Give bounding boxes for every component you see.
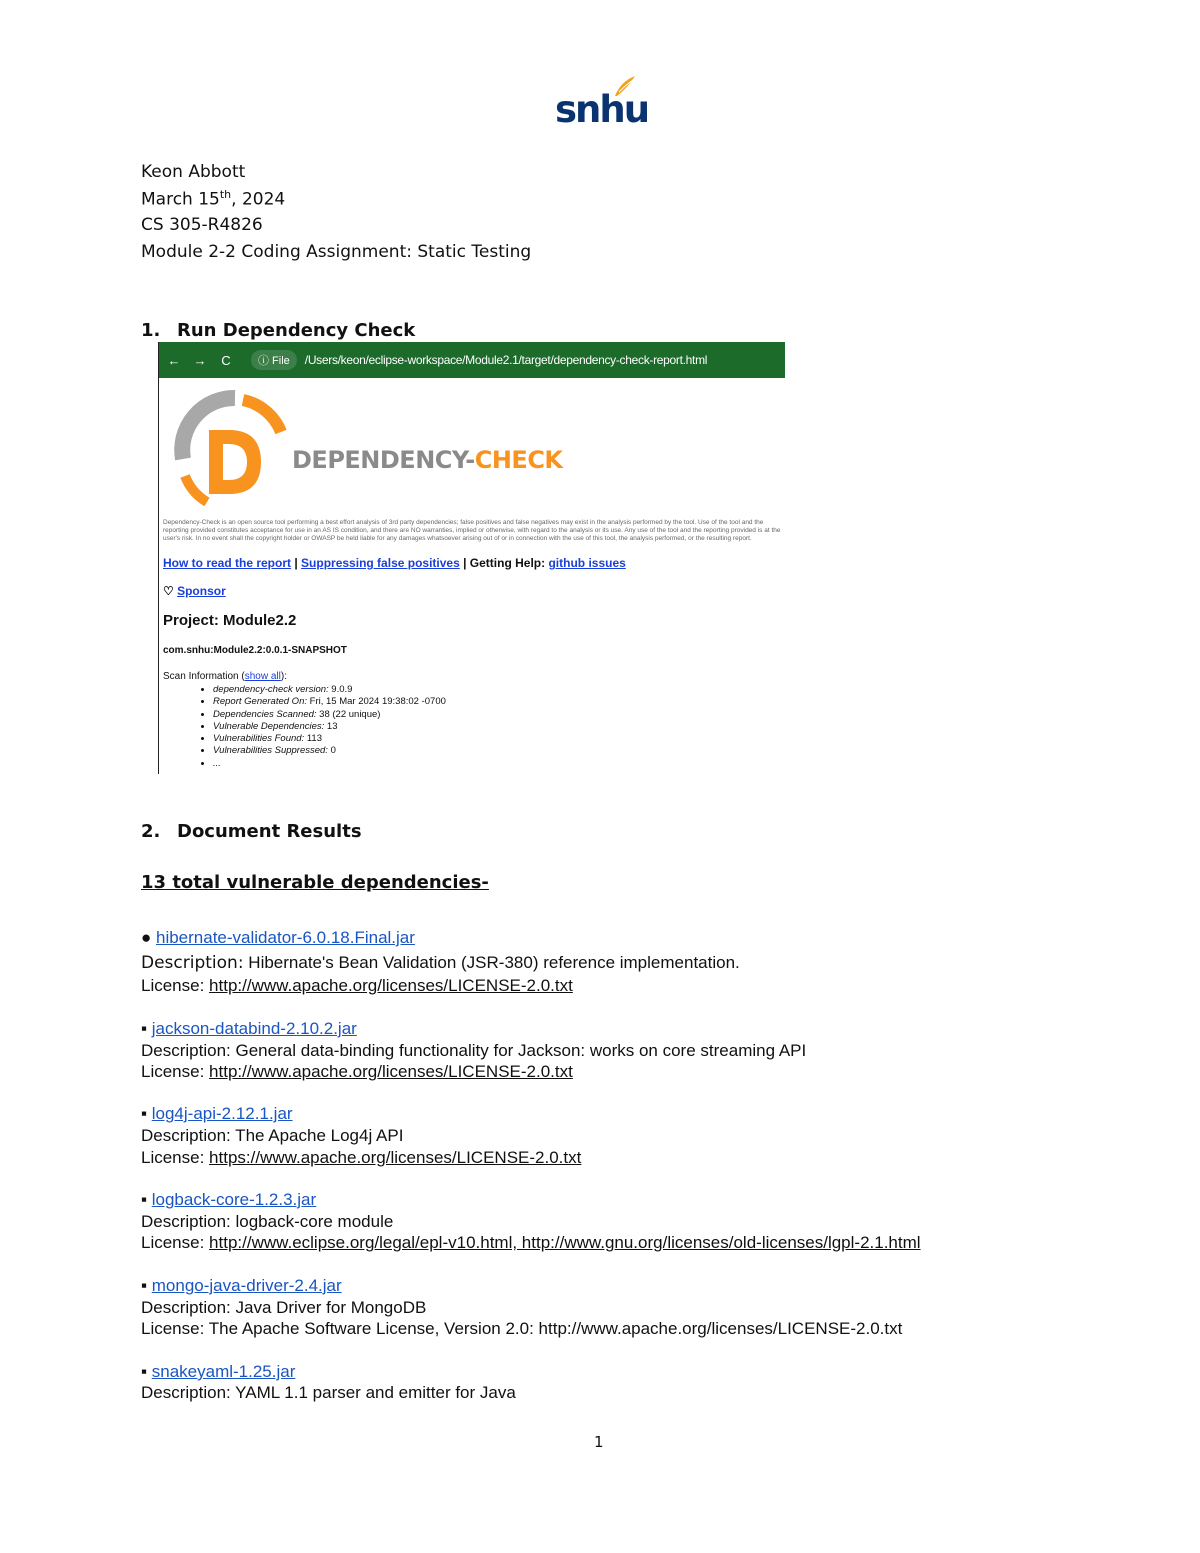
license-label: License: <box>141 976 210 995</box>
section-2-heading <box>141 821 362 842</box>
bullet: ▪ <box>141 1104 152 1123</box>
dependency-link[interactable]: snakeyaml-1.25.jar <box>151 1362 296 1381</box>
description-label: Description: <box>141 953 244 973</box>
dependency-check-brand <box>292 446 563 474</box>
dependency-description <box>141 1383 516 1403</box>
dependency-link[interactable]: log4j-api-2.12.1.jar <box>151 1104 293 1123</box>
date-suffix: , 2024 <box>231 189 286 210</box>
license-label: License: <box>141 1319 209 1338</box>
scan-close: ): <box>280 671 287 682</box>
description-label: Description: <box>141 1126 231 1145</box>
dependency-check-logo-icon <box>163 384 291 512</box>
snhu-logo <box>555 74 649 132</box>
section-1-number: 1. <box>141 320 161 341</box>
section-1-title: Run Dependency Check <box>177 320 416 341</box>
description-label: Description: <box>141 1298 231 1317</box>
dependency-link[interactable]: jackson-databind-2.10.2.jar <box>151 1019 357 1038</box>
description-label: Description: <box>141 1383 231 1402</box>
description-text: logback-core module <box>230 1212 394 1231</box>
dependency-license <box>141 1062 573 1082</box>
show-all-link[interactable]: show all <box>244 671 281 682</box>
description-text: Java Driver for MongoDB <box>230 1298 427 1317</box>
brand-part-2: CHECK <box>474 446 563 474</box>
reload-icon[interactable]: C <box>221 352 231 368</box>
description-label: Description: <box>141 1212 231 1231</box>
list-item: • Report Generated On: Fri, 15 Mar 2024 19:38:02 -0700 <box>213 696 446 708</box>
description-text: The Apache Log4j API <box>230 1126 404 1145</box>
bullet: ▪ <box>141 1362 152 1381</box>
dependency-check-screenshot <box>158 342 785 774</box>
description-label: Description: <box>141 1041 231 1060</box>
scan-information <box>163 671 287 682</box>
github-issues-link[interactable]: github issues <box>548 556 626 570</box>
author-name: Keon Abbott <box>141 162 246 182</box>
link-separator: | <box>291 556 302 570</box>
bullet: ▪ <box>141 1276 152 1295</box>
flame-leaf-icon <box>613 74 637 98</box>
list-item: • Dependencies Scanned: 38 (22 unique) <box>213 709 446 721</box>
scan-info-list <box>201 684 446 770</box>
bullet: ● <box>141 928 156 947</box>
how-to-read-link[interactable]: How to read the report <box>163 556 292 570</box>
dependency-description <box>141 1298 426 1318</box>
license-label: License: <box>141 1233 210 1252</box>
file-badge: ⓘ File <box>251 350 297 370</box>
section-2-number: 2. <box>141 821 161 842</box>
scan-label: Scan Information ( <box>163 671 245 682</box>
course-code: CS 305-R4826 <box>141 215 263 235</box>
dependency-description <box>141 1041 806 1061</box>
list-item: • dependency-check version: 9.0.9 <box>213 684 446 696</box>
logo-wordmark: snhu <box>555 88 649 131</box>
description-text: General data-binding functionality for Jackson: works on core streaming API <box>230 1041 807 1060</box>
getting-help-label: | Getting Help: <box>459 556 549 570</box>
report-help-links <box>163 556 626 570</box>
project-title: Project: Module2.2 <box>163 612 297 629</box>
page-number: 1 <box>594 1433 604 1451</box>
dependency-license <box>141 976 573 996</box>
brand-part-1: DEPENDENCY- <box>292 446 475 474</box>
list-item: • Vulnerabilities Found: 113 <box>213 733 446 745</box>
license-text: The Apache Software License, Version 2.0: http://www.apache.org/licenses/LICENSE-2.0.txt <box>208 1319 903 1338</box>
heart-icon: ♡ <box>163 584 178 598</box>
section-2-title: Document Results <box>177 821 362 842</box>
license-label: License: <box>141 1148 210 1167</box>
dependency-description <box>141 1126 403 1146</box>
assignment-title: Module 2-2 Coding Assignment: Static Testing <box>141 242 532 262</box>
dependency-name-row <box>141 1190 316 1210</box>
dependency-description <box>141 953 740 973</box>
back-arrow-icon[interactable]: ← <box>167 352 181 368</box>
suppressing-false-positives-link[interactable]: Suppressing false positives <box>301 556 460 570</box>
dependency-name-row <box>141 928 415 948</box>
date-prefix: March 15 <box>141 189 220 210</box>
license-label: License: <box>141 1062 210 1081</box>
dependency-link[interactable]: logback-core-1.2.3.jar <box>151 1190 317 1209</box>
dependency-name-row <box>141 1104 293 1124</box>
dependency-name-row <box>141 1362 295 1382</box>
bullet: ▪ <box>141 1190 152 1209</box>
list-item: • Vulnerabilities Suppressed: 0 <box>213 745 446 757</box>
sponsor-link[interactable]: Sponsor <box>177 584 226 598</box>
vulnerable-deps-subheading: 13 total vulnerable dependencies- <box>141 872 489 893</box>
license-link[interactable]: http://www.apache.org/licenses/LICENSE-2.0.txt <box>209 976 573 995</box>
sponsor-row <box>163 584 226 598</box>
license-link[interactable]: http://www.eclipse.org/legal/epl-v10.html, http://www.gnu.org/licenses/old-licenses/lgpl-2.1.html <box>209 1233 921 1252</box>
dependency-license <box>141 1233 921 1253</box>
license-link[interactable]: https://www.apache.org/licenses/LICENSE-2.0.txt <box>209 1148 582 1167</box>
date-line <box>141 188 285 210</box>
dependency-license <box>141 1148 581 1168</box>
license-link[interactable]: http://www.apache.org/licenses/LICENSE-2.0.txt <box>209 1062 573 1081</box>
forward-arrow-icon[interactable]: → <box>193 352 207 368</box>
bullet: ▪ <box>141 1019 152 1038</box>
dependency-name-row <box>141 1276 342 1296</box>
description-text: YAML 1.1 parser and emitter for Java <box>230 1383 516 1402</box>
list-item: • Vulnerable Dependencies: 13 <box>213 721 446 733</box>
dependency-description <box>141 1212 393 1232</box>
section-1-heading <box>141 320 415 341</box>
project-coordinates: com.snhu:Module2.2:0.0.1-SNAPSHOT <box>163 645 347 656</box>
browser-toolbar <box>159 342 785 378</box>
description-text: Hibernate's Bean Validation (JSR-380) reference implementation. <box>243 953 740 972</box>
disclaimer-text: Dependency-Check is an open source tool performing a best effort analysis of 3rd party dependencies; false positives and false negatives may exist in the analysis performed by the tool. Use of the tool and the reporting provided constitutes acceptance for use in an AS IS condition, and there are NO warranties, implied or otherwise, with regard to the analysis or its use. Any use of the tool and the reporting provided is at the user's risk. In no event shall the copyright holder or OWASP be held liable for any damages whatsoever arising out of or in connection with the use of this tool, the analysis performed, or the resulting report. <box>163 519 781 542</box>
address-bar[interactable]: /Users/keon/eclipse-workspace/Module2.1/target/dependency-check-report.html <box>304 353 708 367</box>
dependency-name-row <box>141 1019 357 1039</box>
date-sup: th <box>219 188 232 201</box>
dependency-license <box>141 1319 902 1339</box>
list-item: • ... <box>213 758 446 770</box>
dependency-link[interactable]: mongo-java-driver-2.4.jar <box>151 1276 342 1295</box>
dependency-link[interactable]: hibernate-validator-6.0.18.Final.jar <box>156 928 415 947</box>
